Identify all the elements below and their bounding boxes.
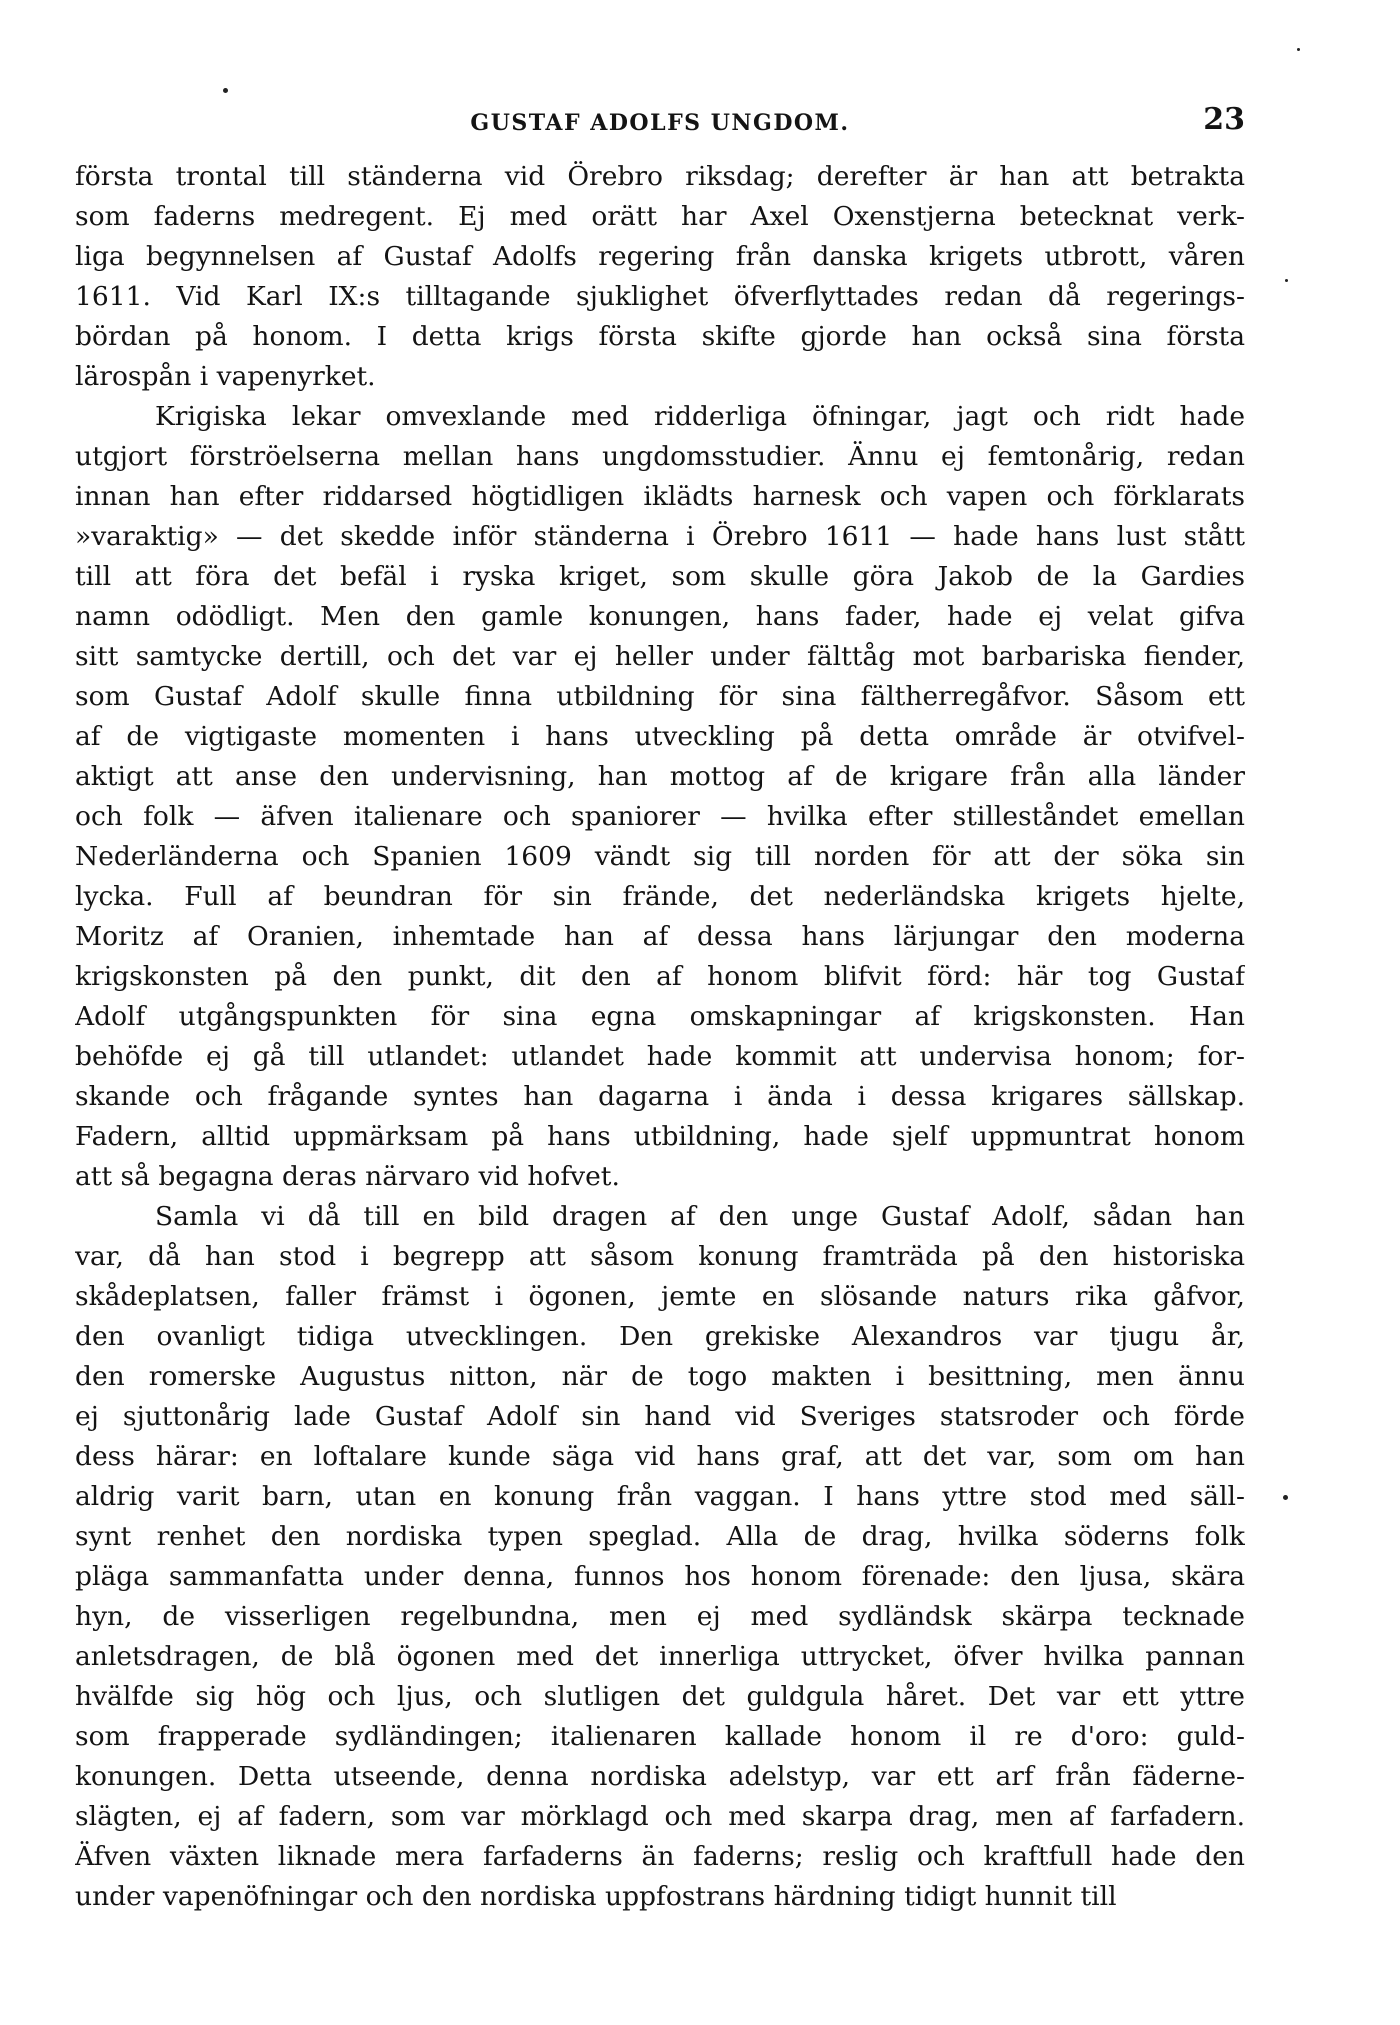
text-line: hvälfde sig hög och ljus, och slutligen det guldgula håret. Det var ett yttre: [75, 1681, 1245, 1712]
running-title: GUSTAF ADOLFS UNGDOM.: [470, 110, 850, 136]
print-speck: [1297, 48, 1300, 51]
text-line: konungen. Detta utseende, denna nordiska adelstyp, var ett arf från fäderne-: [75, 1761, 1245, 1792]
text-line: Nederländerna och Spanien 1609 vändt sig till norden för att der söka sin: [75, 841, 1245, 872]
text-line: Äfven växten liknade mera farfaderns än faderns; reslig och kraftfull hade den: [75, 1841, 1245, 1872]
text-line: liga begynnelsen af Gustaf Adolfs regering från danska krigets utbrott, våren: [75, 241, 1245, 272]
text-line: lycka. Full af beundran för sin frände, det nederländska krigets hjelte,: [75, 881, 1245, 912]
text-line: krigskonsten på den punkt, dit den af honom blifvit förd: här tog Gustaf: [75, 961, 1245, 992]
text-line: Adolf utgångspunkten för sina egna omskapningar af krigskonsten. Han: [75, 1001, 1245, 1032]
text-line: sitt samtycke dertill, och det var ej heller under fälttåg mot barbariska fiender,: [75, 641, 1245, 672]
text-line: som faderns medregent. Ej med orätt har Axel Oxenstjerna betecknat verk-: [75, 201, 1245, 232]
text-line: och folk — äfven italienare och spaniorer — hvilka efter stilleståndet emellan: [75, 801, 1245, 832]
text-line: den romerske Augustus nitton, när de togo makten i besittning, men ännu: [75, 1361, 1245, 1392]
text-line: slägten, ej af fadern, som var mörklagd och med skarpa drag, men af farfadern.: [75, 1801, 1245, 1832]
text-line: till att föra det befäl i ryska kriget, som skulle göra Jakob de la Gardies: [75, 561, 1245, 592]
text-line: som frapperade sydländingen; italienaren kallade honom il re d'oro: guld-: [75, 1721, 1245, 1752]
text-line: utgjort förströelserna mellan hans ungdomsstudier. Ännu ej femtonårig, redan: [75, 441, 1245, 472]
text-line: hyn, de visserligen regelbundna, men ej med sydländsk skärpa tecknade: [75, 1601, 1245, 1632]
text-line: namn odödligt. Men den gamle konungen, hans fader, hade ej velat gifva: [75, 601, 1245, 632]
text-line: var, då han stod i begrepp att såsom konung framträda på den historiska: [75, 1241, 1245, 1272]
text-line: lärospån i vapenyrket.: [75, 361, 376, 392]
text-line: skande och frågande syntes han dagarna i ända i dessa krigares sällskap.: [75, 1081, 1245, 1112]
text-line: Moritz af Oranien, inhemtade han af dessa hans lärjungar den moderna: [75, 921, 1245, 952]
text-line: behöfde ej gå till utlandet: utlandet hade kommit att undervisa honom; for-: [75, 1041, 1245, 1072]
text-line: bördan på honom. I detta krigs första skifte gjorde han också sina första: [75, 321, 1245, 352]
text-line: som Gustaf Adolf skulle finna utbildning för sina fältherregåfvor. Såsom ett: [75, 681, 1245, 712]
text-line: »varaktig» — det skedde inför ständerna i Örebro 1611 — hade hans lust stått: [75, 521, 1245, 552]
text-line: 1611. Vid Karl IX:s tilltagande sjuklighet öfverflyttades redan då regerings-: [75, 281, 1245, 312]
text-line: skådeplatsen, faller främst i ögonen, jemte en slösande naturs rika gåfvor,: [75, 1281, 1245, 1312]
text-line: dess härar: en loftalare kunde säga vid hans graf, att det var, som om han: [75, 1441, 1245, 1472]
text-line: synt renhet den nordiska typen speglad. Alla de drag, hvilka söderns folk: [75, 1521, 1245, 1552]
body-text: [75, 157, 1245, 1917]
text-line: pläga sammanfatta under denna, funnos hos honom förenade: den ljusa, skära: [75, 1561, 1245, 1592]
text-line: under vapenöfningar och den nordiska uppfostrans härdning tidigt hunnit till: [75, 1881, 1117, 1912]
text-line: af de vigtigaste momenten i hans utveckling på detta område är otvifvel-: [75, 721, 1245, 752]
print-speck: [1285, 279, 1288, 282]
print-speck: [1283, 1495, 1288, 1500]
text-line: första trontal till ständerna vid Örebro riksdag; derefter är han att betrakta: [75, 161, 1245, 192]
page-header: [75, 102, 1245, 142]
text-line: att så begagna deras närvaro vid hofvet.: [75, 1161, 620, 1192]
print-speck: [223, 88, 228, 93]
text-line: innan han efter riddarsed högtidligen iklädts harnesk och vapen och förklarats: [75, 481, 1245, 512]
text-line: aktigt att anse den undervisning, han mottog af de krigare från alla länder: [75, 761, 1245, 792]
text-line: Samla vi då till en bild dragen af den unge Gustaf Adolf, sådan han: [155, 1201, 1245, 1232]
text-line: ej sjuttonårig lade Gustaf Adolf sin hand vid Sveriges statsroder och förde: [75, 1401, 1245, 1432]
text-line: Krigiska lekar omvexlande med ridderliga öfningar, jagt och ridt hade: [155, 401, 1245, 432]
text-line: den ovanligt tidiga utvecklingen. Den grekiske Alexandros var tjugu år,: [75, 1321, 1245, 1352]
text-line: anletsdragen, de blå ögonen med det innerliga uttrycket, öfver hvilka pannan: [75, 1641, 1245, 1672]
text-line: aldrig varit barn, utan en konung från vaggan. I hans yttre stod med säll-: [75, 1481, 1245, 1512]
text-line: Fadern, alltid uppmärksam på hans utbildning, hade sjelf uppmuntrat honom: [75, 1121, 1245, 1152]
page-number: 23: [1203, 102, 1245, 137]
